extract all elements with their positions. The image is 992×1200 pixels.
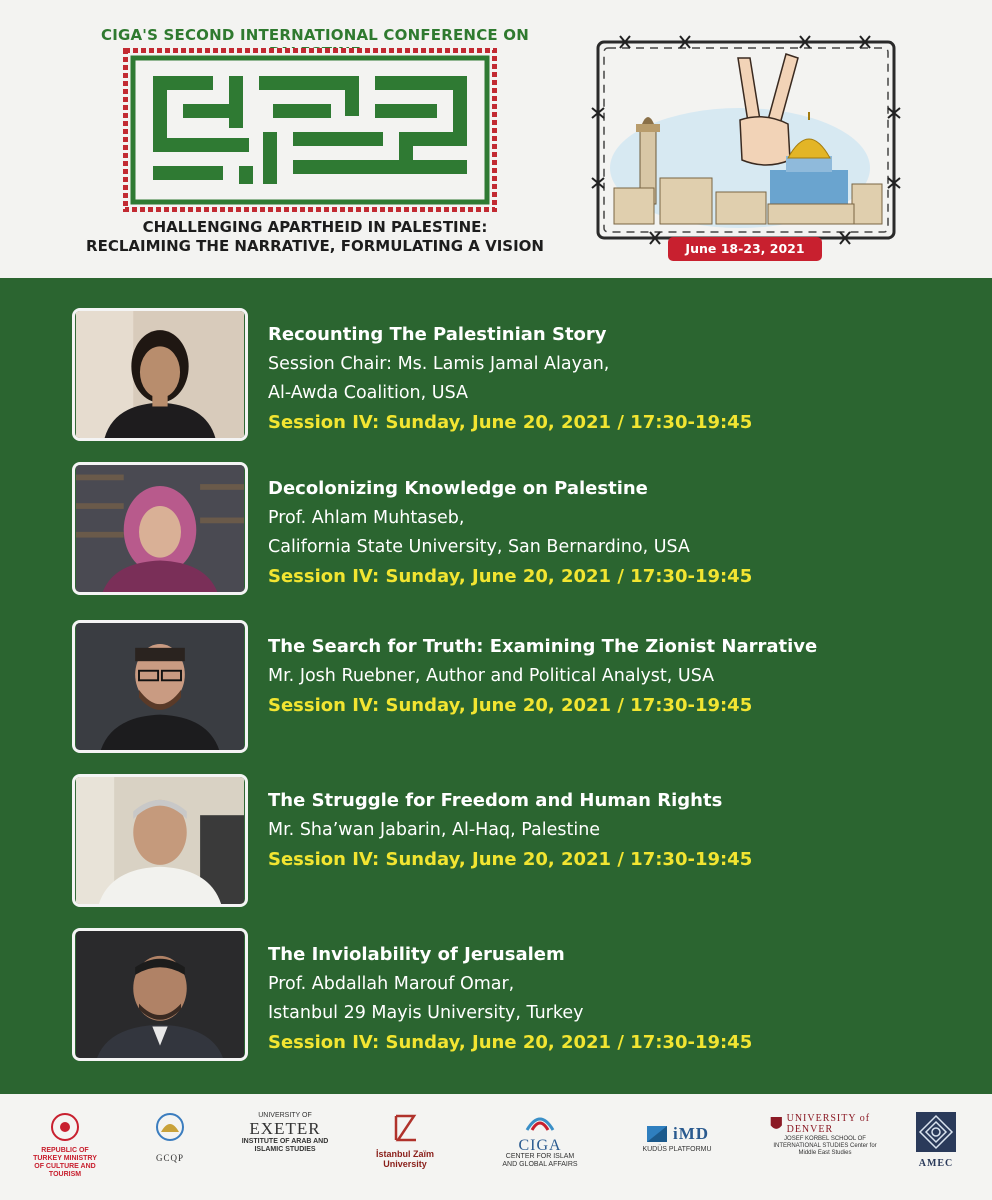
date-badge: June 18-23, 2021 <box>668 237 822 261</box>
imd-emblem-icon <box>645 1122 669 1146</box>
speaker-line: Prof. Ahlam Muhtaseb, <box>268 508 465 528</box>
istanbul-zaim-logo: İstanbul Zaïm University <box>370 1112 440 1169</box>
session-card <box>72 308 932 444</box>
session-info <box>268 632 938 721</box>
session-title: The Search for Truth: Examining The Zionist Narrative <box>268 636 818 657</box>
speaker-line: Mr. Sha’wan Jabarin, Al-Haq, Palestine <box>268 820 601 840</box>
portrait-image <box>75 465 245 592</box>
header <box>0 0 992 278</box>
portrait-image <box>75 311 245 438</box>
session-time: Session IV: Sunday, June 20, 2021 / 17:30-19:45 <box>268 695 753 716</box>
ciga-logo: CIGA CENTER FOR ISLAM AND GLOBAL AFFAIRS <box>500 1112 580 1169</box>
session-info <box>268 786 938 875</box>
session-time: Session IV: Sunday, June 20, 2021 / 17:30-19:45 <box>268 1032 753 1053</box>
sponsor-logos <box>0 1094 992 1200</box>
sessions-panel <box>0 278 992 1094</box>
denver-logo: UNIVERSITY of DENVER JOSEF KORBEL SCHOOL OF INTERNATIONAL STUDIES Center for Middle East Studies <box>770 1112 880 1157</box>
portrait-image <box>75 777 245 904</box>
session-title: Recounting The Palestinian Story <box>268 324 607 345</box>
speaker-photo-3 <box>72 620 248 753</box>
gcqp-logo: GCQP <box>140 1112 200 1165</box>
denver-shield-icon <box>770 1112 783 1136</box>
speaker-line: Prof. Abdallah Marouf Omar, <box>268 974 515 994</box>
affiliation-line: Istanbul 29 Mayis University, Turkey <box>268 1003 584 1023</box>
subtitle-line-1: CHALLENGING APARTHEID IN PALESTINE: <box>142 218 488 236</box>
session-info <box>268 320 938 438</box>
session-time: Session IV: Sunday, June 20, 2021 / 17:30-19:45 <box>268 412 753 433</box>
turkey-ministry-logo: REPUBLIC OF TURKEY MINISTRY OF CULTURE AND TOURISM <box>30 1112 100 1179</box>
session-info <box>268 940 938 1058</box>
session-card <box>72 774 932 910</box>
exeter-logo: UNIVERSITY OF EXETER INSTITUTE OF ARAB AND ISLAMIC STUDIES <box>241 1112 329 1153</box>
speaker-photo-2 <box>72 462 248 595</box>
session-title: The Struggle for Freedom and Human Rights <box>268 790 723 811</box>
speaker-photo-5 <box>72 928 248 1061</box>
amec-logo: AMEC <box>908 1112 964 1171</box>
speaker-line: Mr. Josh Ruebner, Author and Political Analyst, USA <box>268 666 715 686</box>
conference-title: CIGA'S SECOND INTERNATIONAL CONFERENCE ON <box>101 26 529 44</box>
session-card <box>72 462 932 598</box>
session-time: Session IV: Sunday, June 20, 2021 / 17:30-19:45 <box>268 566 753 587</box>
session-title: The Inviolability of Jerusalem <box>268 944 565 965</box>
kufic-calligraphy-logo <box>123 48 497 212</box>
session-info <box>268 474 938 592</box>
amec-pattern-icon <box>916 1112 956 1152</box>
ciga-emblem-icon <box>523 1112 557 1134</box>
speaker-photo-4 <box>72 774 248 907</box>
session-time: Session IV: Sunday, June 20, 2021 / 17:30-19:45 <box>268 849 753 870</box>
subtitle-line-2: RECLAIMING THE NARRATIVE, FORMULATING A VISION <box>86 237 544 255</box>
speaker-line: Session Chair: Ms. Lamis Jamal Alayan, <box>268 354 610 374</box>
izu-monogram-icon <box>390 1112 420 1144</box>
conference-subtitle <box>60 218 570 256</box>
gcqp-emblem-icon <box>155 1112 185 1146</box>
session-card <box>72 620 932 756</box>
speaker-photo-1 <box>72 308 248 441</box>
affiliation-line: California State University, San Bernardino, USA <box>268 537 690 557</box>
imd-logo: iMD KUDÜS PLATFORMU <box>642 1124 712 1153</box>
session-card <box>72 928 932 1064</box>
ministry-emblem-icon <box>50 1112 80 1142</box>
jerusalem-artwork <box>590 28 910 260</box>
session-title: Decolonizing Knowledge on Palestine <box>268 478 648 499</box>
portrait-image <box>75 623 245 750</box>
portrait-image <box>75 931 245 1058</box>
affiliation-line: Al-Awda Coalition, USA <box>268 383 468 403</box>
